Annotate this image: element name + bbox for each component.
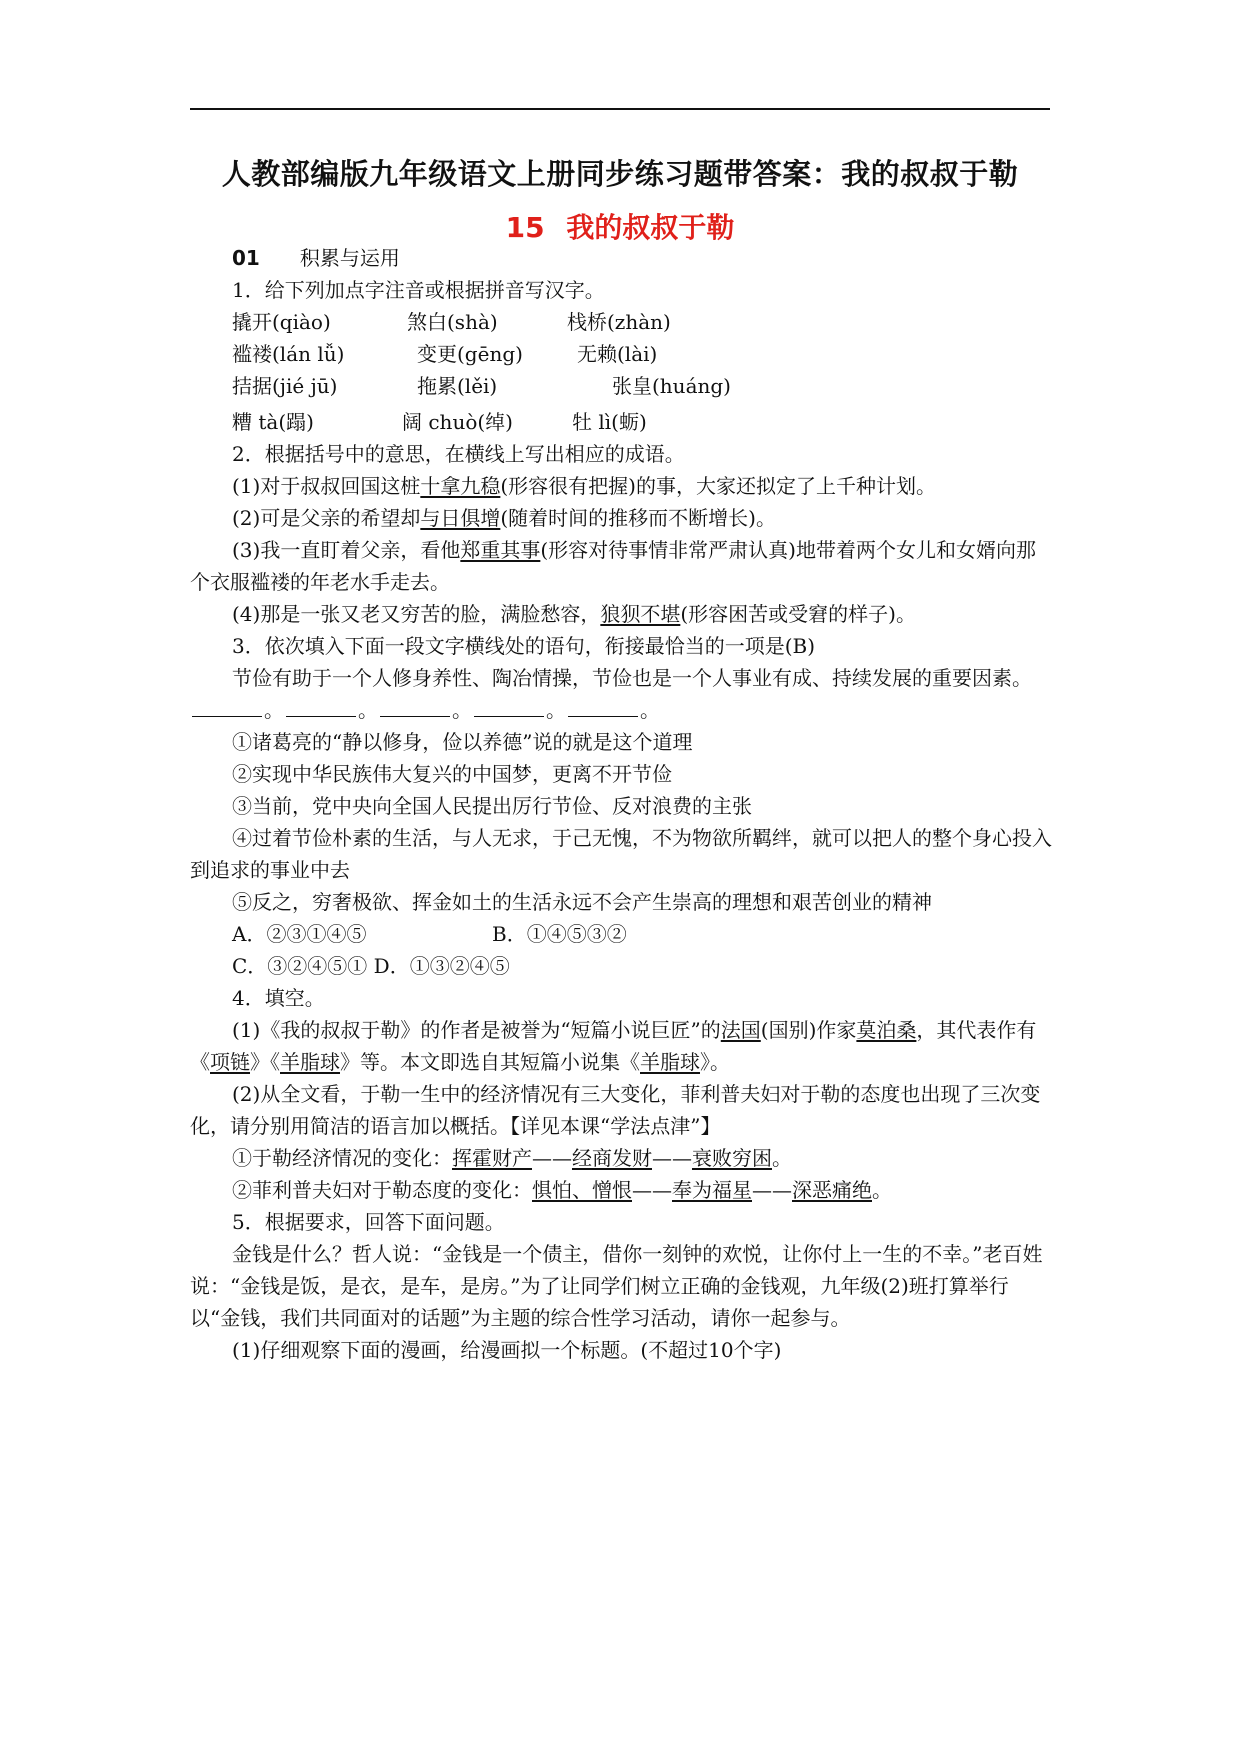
pinyin-row (190, 338, 1052, 370)
question-4-part-1: (1)《我的叔叔于勒》的作者是被誉为“短篇小说巨匠”的法国(国别)作家莫泊桑，其代表作有《项链》《羊脂球》等。本文即选自其短篇小说集《羊脂球》。 (190, 1018, 1037, 1074)
pinyin-row (190, 370, 1052, 402)
idiom-answer: 狼狈不堪 (600, 602, 681, 626)
pinyin-item: 拖累(lěi) (417, 374, 498, 398)
idiom-item: (2)可是父亲的希望却与日俱增(随着时间的推移而不断增长)。 (232, 506, 776, 530)
fill-answer: 经商发财 (572, 1146, 652, 1170)
fill-answer: 深恶痛绝 (792, 1178, 872, 1202)
pinyin-item: 变更(gēng) (417, 342, 523, 366)
pinyin-item: 拮据(jié jū) (232, 374, 338, 398)
question-4-part-2: (2)从全文看，于勒一生中的经济情况有三大变化，菲利普夫妇对于勒的态度也出现了三次变化，请分别用简洁的语言加以概括。【详见本课“学法点津”】 (190, 1082, 1041, 1138)
choice-c: C．③②④⑤① (232, 954, 368, 978)
idiom-item: (3)我一直盯着父亲，看他郑重其事(形容对待事情非常严肃认真)地带着两个女儿和女婿向那个衣服褴褛的年老水手走去。 (190, 538, 1036, 594)
idiom-answer: 十拿九稳 (420, 474, 501, 498)
fill-answer: 衰败穷困 (692, 1146, 772, 1170)
idiom-item: (4)那是一张又老又穷苦的脸，满脸愁容，狼狈不堪(形容困苦或受窘的样子)。 (232, 602, 916, 626)
sentence-option: ⑤反之，穷奢极欲、挥金如土的生活永远不会产生崇高的理想和艰苦创业的精神 (232, 890, 932, 914)
pinyin-item: 撬开(qiào) (232, 310, 331, 334)
pinyin-item: 糟 tà(蹋) (232, 410, 314, 434)
pinyin-item: 无赖(lài) (577, 342, 658, 366)
question-3-prompt: 3．依次填入下面一段文字横线处的语句，衔接最恰当的一项是(B) (232, 634, 816, 658)
question-4-prompt: 4．填空。 (232, 986, 325, 1010)
question-5-prompt: 5．根据要求，回答下面问题。 (232, 1210, 505, 1234)
choice-a: A．②③①④⑤ (232, 922, 367, 946)
question-2-prompt: 2．根据括号中的意思，在横线上写出相应的成语。 (232, 442, 685, 466)
pinyin-row (190, 306, 1052, 338)
choice-row (190, 918, 1052, 950)
fill-answer: 项链 (210, 1050, 250, 1074)
fill-answer: 挥霍财产 (452, 1146, 532, 1170)
answer-blank (380, 696, 450, 717)
pinyin-item: 褴褛(lán lǚ) (232, 342, 345, 366)
fill-answer: 奉为福星 (672, 1178, 752, 1202)
pinyin-item: 张皇(huáng) (612, 374, 731, 398)
lesson-number: 15 (505, 211, 545, 244)
answer-blank (568, 696, 638, 717)
question-5-passage: 金钱是什么？哲人说：“金钱是一个债主，借你一刻钟的欢悦，让你付上一生的不幸。”老百姓说：“金钱是饭，是衣，是车，是房。”为了让同学们树立正确的金钱观，九年级(2)班打算举行以“金钱，我们共同面对的话题”为主题的综合性学习活动，请你一起参与。 (190, 1242, 1043, 1330)
idiom-item: (1)对于叔叔回国这桩十拿九稳(形容很有把握)的事，大家还拟定了上千种计划。 (232, 474, 936, 498)
question-5-sub-1: (1)仔细观察下面的漫画，给漫画拟一个标题。(不超过10个字) (232, 1338, 782, 1362)
idiom-answer: 与日俱增 (420, 506, 501, 530)
pinyin-item: 阔 chuò(绰) (402, 410, 513, 434)
answer-blank (192, 696, 262, 717)
fill-answer: 羊脂球 (280, 1050, 340, 1074)
section-heading (190, 242, 1052, 274)
answer-blank (286, 696, 356, 717)
pinyin-item: 牡 lì(蛎) (572, 410, 647, 434)
pinyin-item: 栈桥(zhàn) (567, 310, 671, 334)
fill-answer: 法国 (720, 1018, 761, 1042)
pinyin-row (190, 406, 1052, 438)
fill-answer: 莫泊桑 (856, 1018, 917, 1042)
section-number: 01 (232, 246, 260, 270)
section-label: 积累与运用 (299, 246, 400, 270)
sentence-option: ②实现中华民族伟大复兴的中国梦，更离不开节俭 (232, 762, 672, 786)
header-rule (190, 108, 1050, 110)
sentence-option: ④过着节俭朴素的生活，与人无求，于己无愧，不为物欲所羁绊，就可以把人的整个身心投入到追求的事业中去 (190, 826, 1052, 882)
document-title: 人教部编版九年级语文上册同步练习题带答案：我的叔叔于勒 (221, 157, 1019, 191)
lesson-name: 我的叔叔于勒 (566, 211, 735, 244)
choice-d: D．①③②④⑤ (373, 954, 510, 978)
sentence-option: ③当前，党中央向全国人民提出厉行节俭、反对浪费的主张 (232, 794, 752, 818)
fill-answer: 惧怕、憎恨 (532, 1178, 632, 1202)
pinyin-item: 煞白(shà) (407, 310, 498, 334)
answer-blank (474, 696, 544, 717)
lesson-title (190, 206, 1050, 246)
exercise-content (190, 242, 1052, 1366)
choice-row (190, 950, 1052, 982)
question-1-prompt: 1．给下列加点字注音或根据拼音写汉字。 (232, 278, 605, 302)
question-3-passage: 节俭有助于一个人修身养性、陶冶情操，节俭也是一个人事业有成、持续发展的重要因素。。 。 。 。 。 (190, 662, 1052, 726)
idiom-answer: 郑重其事 (460, 538, 541, 562)
fill-answer: 羊脂球 (640, 1050, 700, 1074)
sentence-option: ①诸葛亮的“静以修身，俭以养德”说的就是这个道理 (232, 730, 693, 754)
economic-changes: ①于勒经济情况的变化：挥霍财产——经商发财——衰败穷困。 (232, 1146, 792, 1170)
attitude-changes: ②菲利普夫妇对于勒态度的变化：惧怕、憎恨——奉为福星——深恶痛绝。 (232, 1178, 892, 1202)
choice-b: B．①④⑤③② (492, 922, 627, 946)
